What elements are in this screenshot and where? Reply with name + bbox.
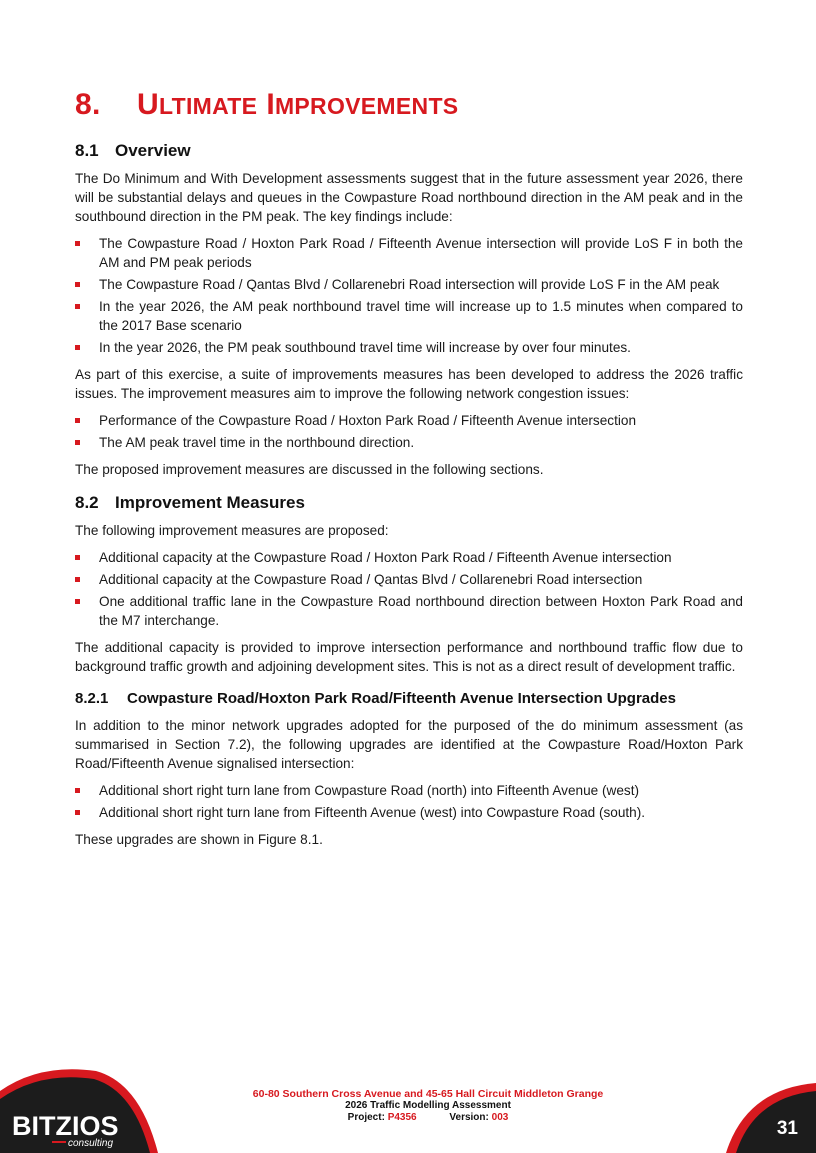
section-number: 8.2 [75,493,99,512]
bullet-list [75,411,743,452]
section-title: Overview [115,141,191,160]
paragraph: The Do Minimum and With Development assessments suggest that in the future assessment year 2026, there will be substantial delays and queues in the Cowpasture Road northbound direction in the AM peak and in the southbound direction in the PM peak. The key findings include: [75,171,743,224]
list-item: Additional short right turn lane from Cowpasture Road (north) into Fifteenth Avenue (west) [75,781,743,800]
paragraph: The following improvement measures are proposed: [75,523,389,538]
footer-project-line [200,1112,656,1124]
body-content [75,141,743,857]
list-item: One additional traffic lane in the Cowpasture Road northbound direction between Hoxton Park Road and the M7 interchange. [75,592,743,630]
project-value: P4356 [387,1112,417,1123]
bullet-icon [75,810,80,815]
paragraph: These upgrades are shown in Figure 8.1. [75,832,323,847]
paragraph: The additional capacity is provided to improve intersection performance and northbound traffic flow due to background traffic growth and adjoining development sites. This is not as a direct result of development traffic. [75,640,743,674]
bullet-icon [75,440,80,445]
list-item: Additional capacity at the Cowpasture Road / Hoxton Park Road / Fifteenth Avenue intersection [75,548,743,567]
list-item: The Cowpasture Road / Hoxton Park Road / Fifteenth Avenue intersection will provide LoS F in both the AM and PM peak periods [75,234,743,272]
logo-subtext: consulting [68,1138,114,1149]
bullet-icon [75,282,80,287]
list-item: Additional short right turn lane from Fifteenth Avenue (west) into Cowpasture Road (south). [75,803,743,822]
bullet-list [75,548,743,630]
chapter-title-rest-1: LTIMATE [158,93,258,119]
bullet-icon [75,418,80,423]
bullet-list [75,781,743,822]
list-item: Additional capacity at the Cowpasture Road / Qantas Blvd / Collarenebri Road intersection [75,570,743,589]
footer [200,1088,656,1124]
paragraph: In addition to the minor network upgrades adopted for the purposed of the do minimum assessment (as summarised in Section 7.2), the following upgrades are identified at the Cowpasture Road/Hoxton Park Road/Fifteenth Avenue signalised intersection: [75,718,743,771]
chapter-title-initial-1: U [137,88,159,121]
paragraph: The proposed improvement measures are discussed in the following sections. [75,462,544,477]
version-label: Version: [449,1112,489,1123]
page-number-corner [716,1083,816,1153]
section-heading-8-2-1 [75,690,743,707]
list-item: The Cowpasture Road / Qantas Blvd / Collarenebri Road intersection will provide LoS F in the AM peak [75,275,743,294]
bullet-icon [75,555,80,560]
section-title: Cowpasture Road/Hoxton Park Road/Fifteenth Avenue Intersection Upgrades [127,690,676,707]
section-number: 8.1 [75,141,99,160]
version-value: 003 [491,1112,509,1123]
bullet-icon [75,304,80,309]
chapter-title-rest-2: MPROVEMENTS [274,93,459,119]
bullet-icon [75,577,80,582]
project-label: Project: [347,1112,385,1123]
logo-text: BITZIOS [12,1111,119,1141]
chapter-number: 8. [75,88,101,121]
footer-address: 60-80 Southern Cross Avenue and 45-65 Hall Circuit Middleton Grange [252,1088,604,1100]
section-number: 8.2.1 [75,690,109,707]
list-item: In the year 2026, the AM peak northbound travel time will increase up to 1.5 minutes when compared to the 2017 Base scenario [75,297,743,335]
list-item: The AM peak travel time in the northbound direction. [75,433,743,452]
section-title: Improvement Measures [115,493,305,512]
section-heading-8-2 [75,493,743,513]
bitzios-logo [0,1063,160,1153]
bullet-icon [75,788,80,793]
paragraph: As part of this exercise, a suite of improvements measures has been developed to address the 2026 traffic issues. The improvement measures aim to improve the following network congestion issues: [75,367,743,401]
bullet-icon [75,241,80,246]
bullet-list [75,234,743,357]
footer-subtitle: 2026 Traffic Modelling Assessment [345,1100,511,1111]
chapter-title-initial-2: I [266,88,275,121]
chapter-heading [75,88,458,122]
bullet-icon [75,599,80,604]
list-item: Performance of the Cowpasture Road / Hoxton Park Road / Fifteenth Avenue intersection [75,411,743,430]
bullet-icon [75,345,80,350]
list-item: In the year 2026, the PM peak southbound travel time will increase by over four minutes. [75,338,743,357]
page-number: 31 [776,1118,798,1139]
section-heading-8-1 [75,141,743,161]
